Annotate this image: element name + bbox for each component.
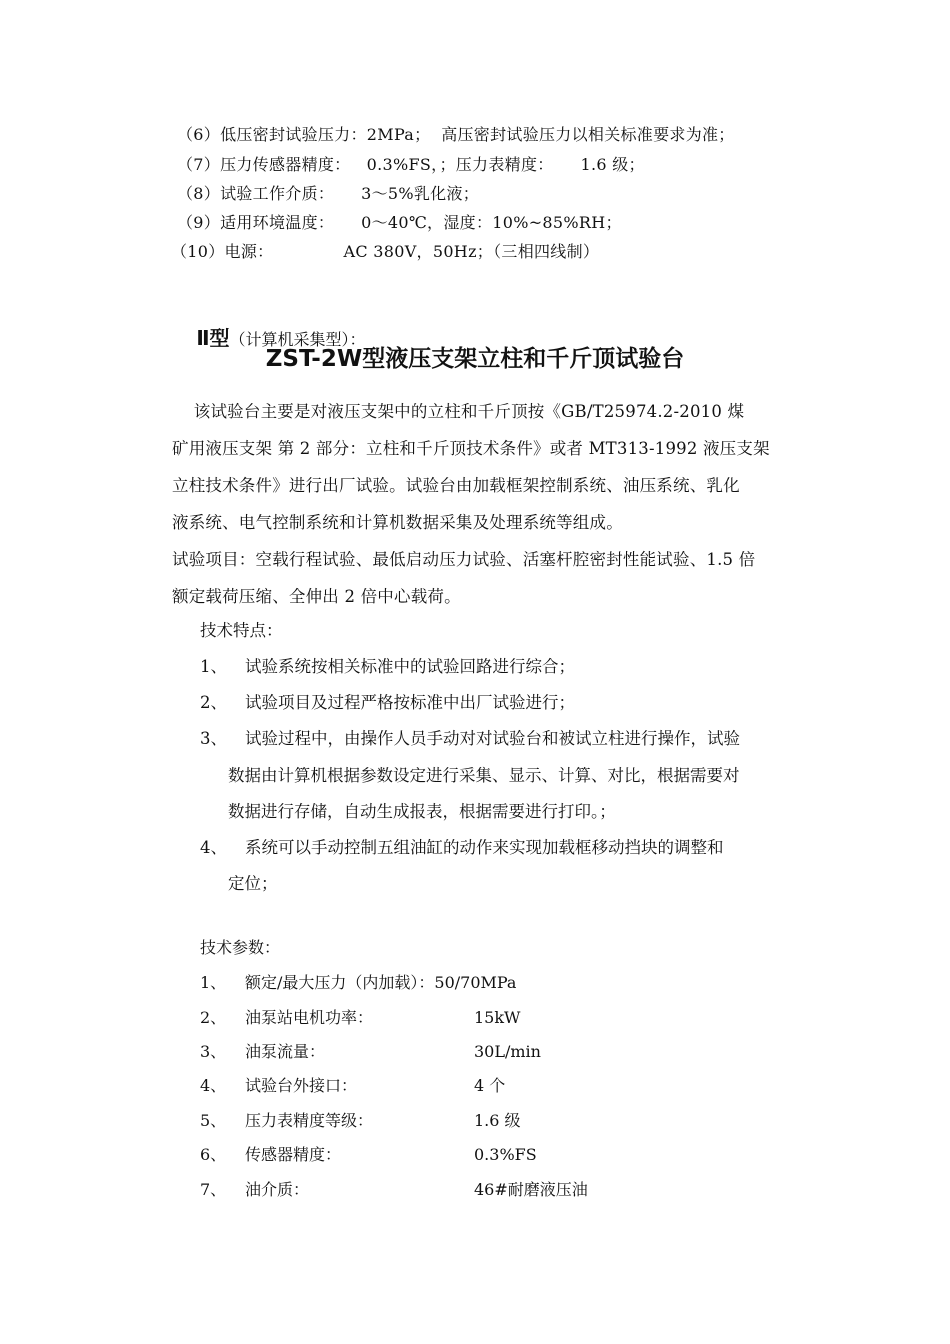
tech-param-value: 0.3%FS [474, 1145, 537, 1164]
feature-number: 3、 [200, 729, 227, 748]
feature-text: 系统可以手动控制五组油缸的动作来实现加载框移动挡块的调整和 [245, 838, 724, 857]
tech-param-number: 3、 [200, 1042, 227, 1061]
feature-number: 1、 [200, 657, 227, 676]
section-type-label: Ⅱ型 [196, 326, 230, 350]
description-line: 立柱技术条件》进行出厂试验。试验台由加载框架控制系统、油压系统、乳化 [172, 476, 740, 495]
tech-param-value: 1.6 级 [474, 1111, 521, 1130]
intro-param-line: （8）试验工作介质： 3～5%乳化液； [177, 184, 480, 203]
intro-param-line: （9）适用环境温度： 0～40℃，湿度：10%~85%RH； [177, 213, 622, 232]
tech-param-value: 30L/min [474, 1042, 541, 1061]
tech-param-value: 15kW [474, 1008, 521, 1027]
intro-param-line: （6）低压密封试验压力：2MPa； 高压密封试验压力以相关标准要求为准； [177, 125, 735, 144]
tech-param-number: 2、 [200, 1008, 227, 1027]
description-line: 矿用液压支架 第 2 部分：立柱和千斤顶技术条件》或者 MT313-1992 液压支架 [172, 439, 770, 458]
feature-text: 数据进行存储，自动生成报表，根据需要进行打印。； [228, 802, 616, 821]
feature-text: 定位； [228, 874, 278, 893]
feature-text: 试验过程中，由操作人员手动对对试验台和被试立柱进行操作，试验 [245, 729, 740, 748]
feature-number: 4、 [200, 838, 227, 857]
tech-param-number: 4、 [200, 1076, 227, 1095]
tech-param-name: 油泵流量： [245, 1042, 326, 1061]
description-line: 液系统、电气控制系统和计算机数据采集及处理系统等组成。 [172, 513, 623, 532]
tech-param-name: 油介质： [245, 1180, 310, 1199]
tech-param-name: 油泵站电机功率： [245, 1008, 374, 1027]
tech-param-value: 46#耐磨液压油 [474, 1180, 588, 1199]
test-items-line: 额定载荷压缩、全伸出 2 倍中心载荷。 [172, 587, 461, 606]
tech-param-number: 6、 [200, 1145, 227, 1164]
tech-param-number: 5、 [200, 1111, 227, 1130]
feature-text: 试验系统按相关标准中的试验回路进行综合； [245, 657, 575, 676]
features-heading: 技术特点： [200, 621, 283, 640]
test-items-line: 试验项目：空载行程试验、最低启动压力试验、活塞杆腔密封性能试验、1.5 倍 [172, 550, 756, 569]
section-type-note: （计算机采集型）： [229, 330, 366, 349]
feature-number: 2、 [200, 693, 227, 712]
tech-param-name: 试验台外接口： [245, 1076, 358, 1095]
tech-param-name: 额定/最大压力（内加载）：50/70MPa [245, 973, 517, 992]
tech-params-heading: 技术参数： [200, 938, 281, 957]
feature-text: 数据由计算机根据参数设定进行采集、显示、计算、对比，根据需要对 [228, 766, 740, 785]
tech-param-name: 压力表精度等级： [245, 1111, 374, 1130]
tech-param-number: 1、 [200, 973, 227, 992]
tech-param-number: 7、 [200, 1180, 227, 1199]
tech-param-value: 4 个 [474, 1076, 506, 1095]
intro-param-line: （7）压力传感器精度： 0.3%FS，；压力表精度： 1.6 级； [177, 155, 645, 174]
tech-param-name: 传感器精度： [245, 1145, 342, 1164]
page-title: ZST-2W型液压支架立柱和千斤顶试验台 [265, 346, 685, 372]
description-line: 该试验台主要是对液压支架中的立柱和千斤顶按《GB/T25974.2-2010 煤 [172, 402, 745, 421]
feature-text: 试验项目及过程严格按标准中出厂试验进行； [245, 693, 575, 712]
intro-param-line: （10）电源： AC 380V，50Hz；（三相四线制） [171, 242, 600, 261]
